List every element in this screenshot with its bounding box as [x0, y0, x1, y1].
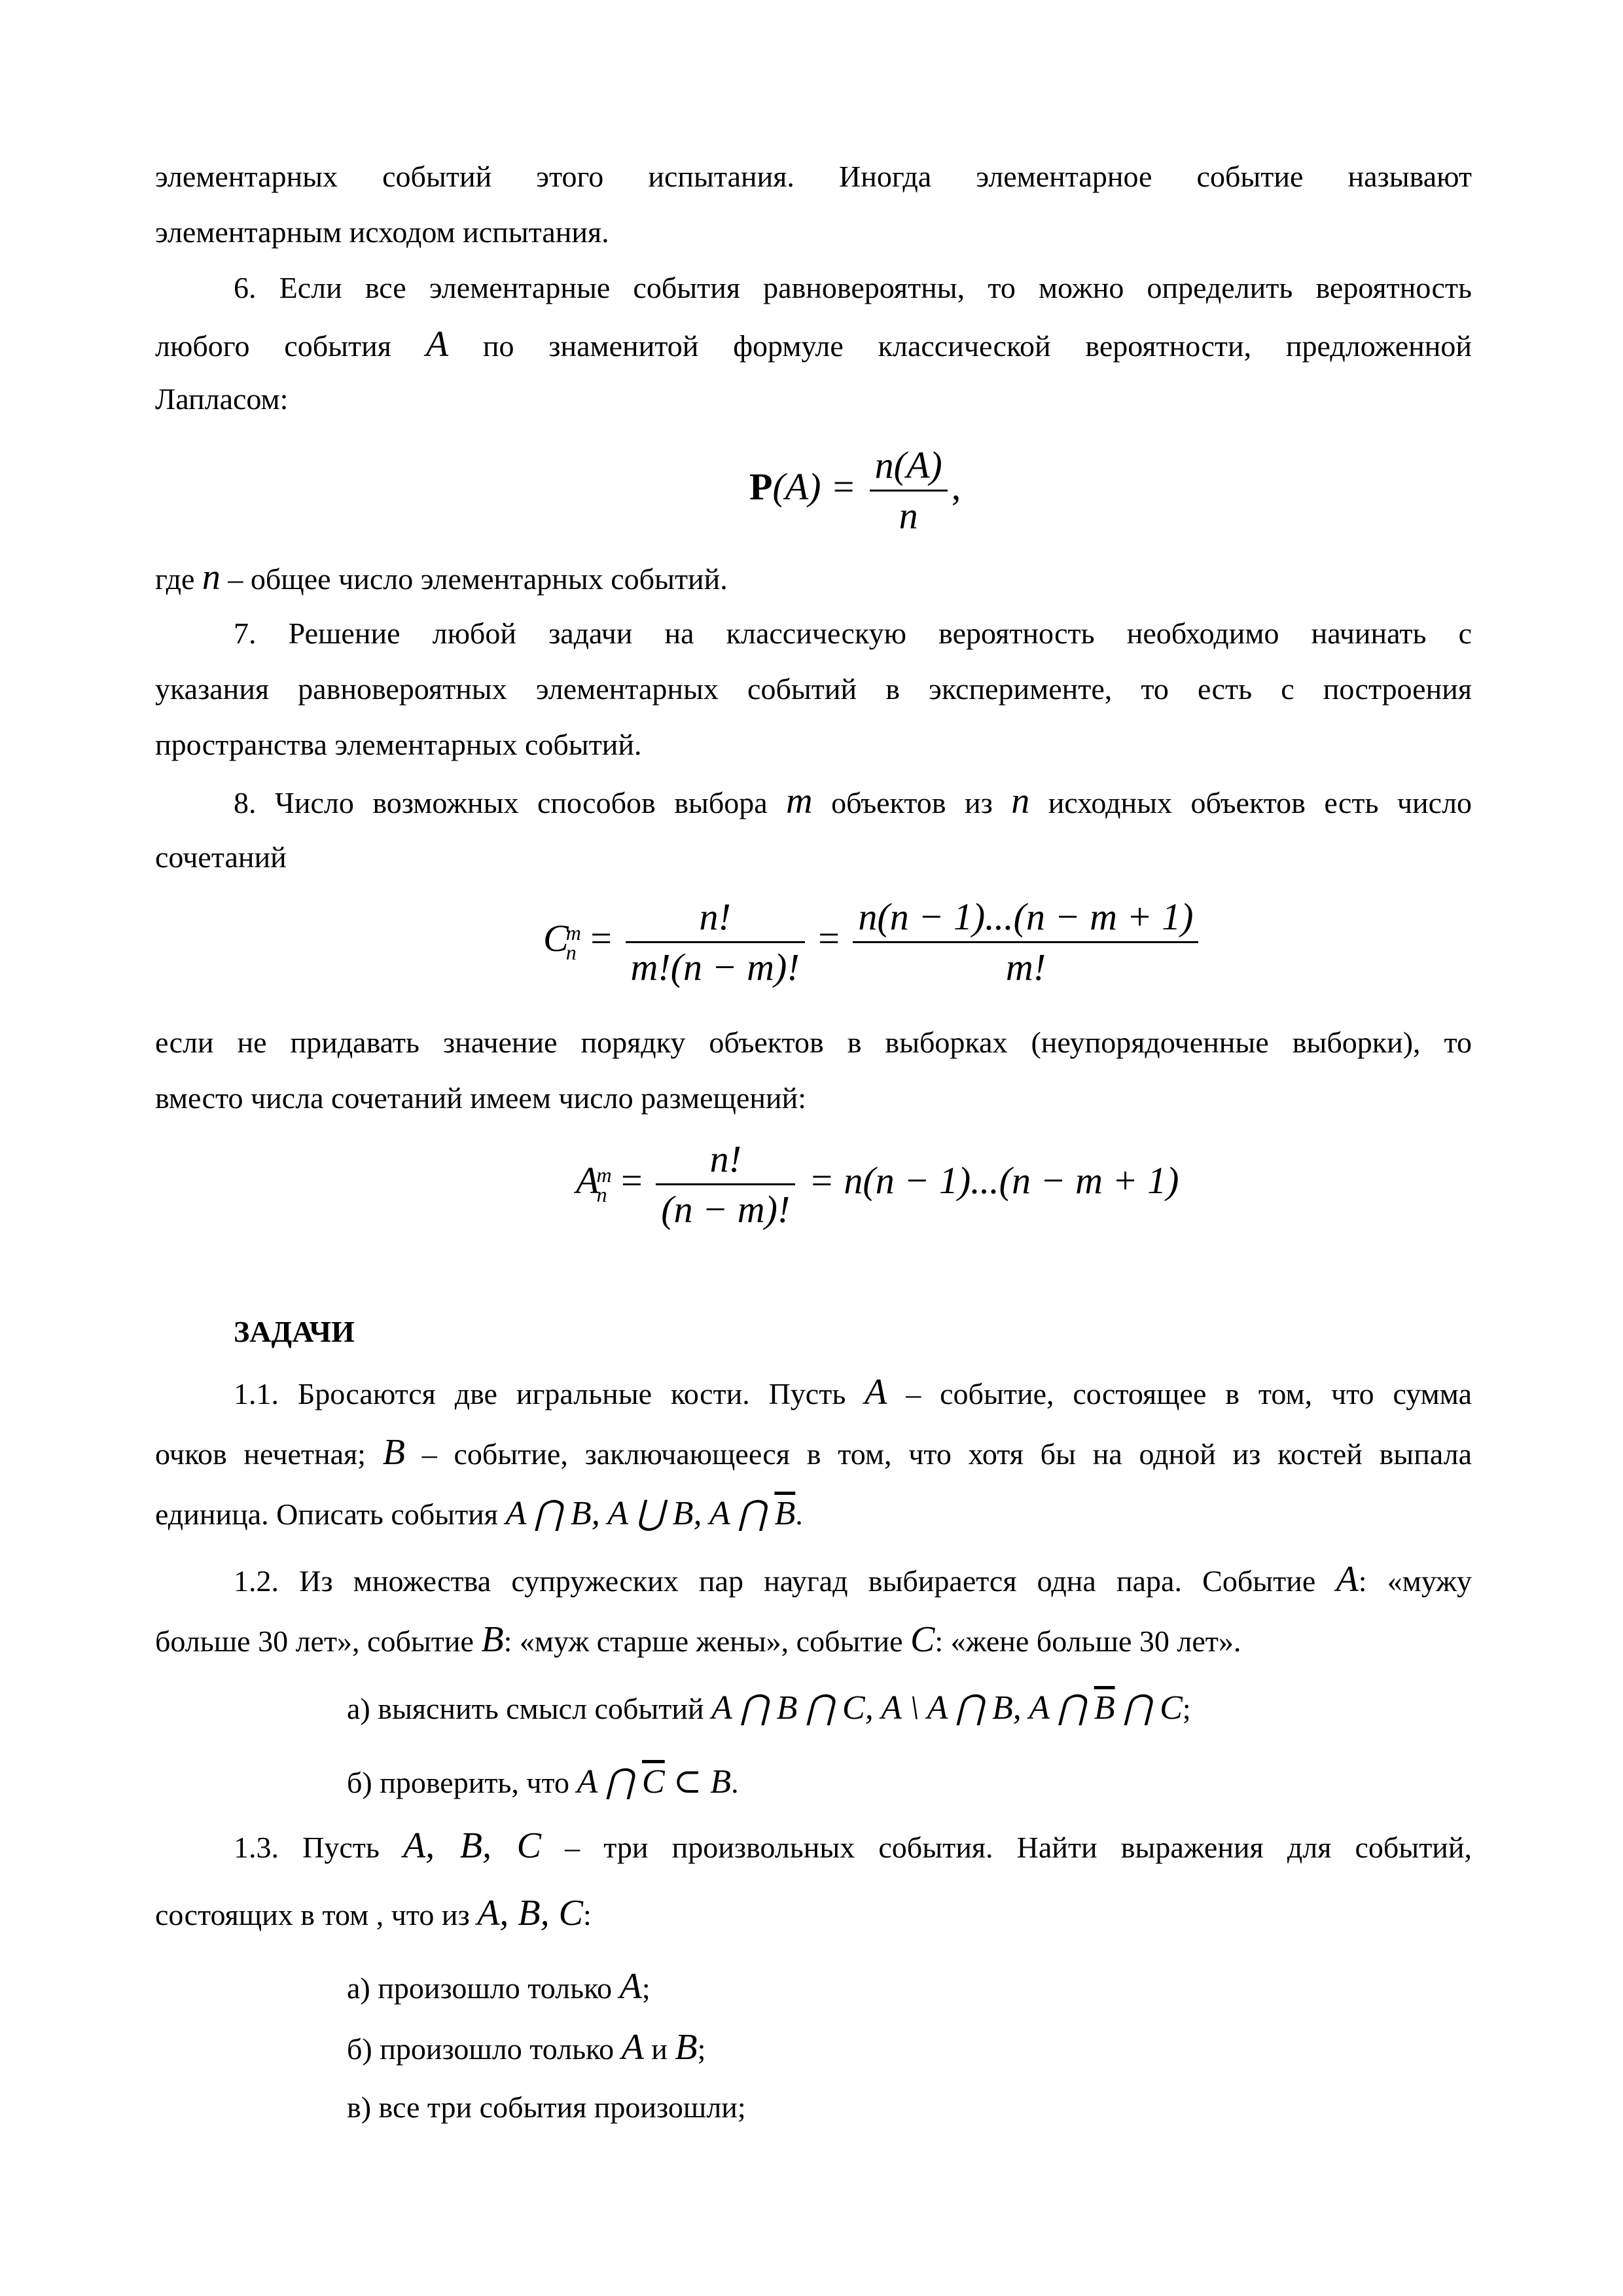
text-span: а) выяснить смысл событий: [347, 1692, 704, 1725]
text-span: – общее число элементарных событий.: [228, 562, 728, 596]
math-expression: A ⋃ B,: [607, 1495, 702, 1532]
formula-fraction: [656, 1138, 795, 1231]
fraction-numerator: n!: [709, 1138, 741, 1180]
text-line: сочетаний: [155, 840, 287, 874]
text-span: :: [582, 1898, 592, 1931]
formula-tail: ,: [951, 465, 961, 508]
arrangements-formula: [576, 1138, 1179, 1231]
section-heading: ЗАДАЧИ: [234, 1315, 355, 1348]
text-span: 1.2. Из множества супружеских пар наугад выбирается одна пара. Событие: [234, 1564, 1316, 1598]
formula-sub: n: [565, 940, 577, 964]
math-variable: B: [382, 1432, 405, 1473]
list-item: [347, 1689, 1623, 1729]
fraction-denominator: (n − m)!: [656, 1183, 795, 1231]
text-line: [155, 1893, 1472, 1935]
text-span: исходных объектов есть число: [1048, 786, 1472, 819]
math-variable: A: [425, 324, 448, 365]
text-line: Лапласом:: [155, 382, 289, 416]
text-span: б) произошло только: [347, 2032, 615, 2066]
text-span: ;: [697, 2032, 706, 2066]
math-expression: A ⋂ B ⋂ C,: [711, 1689, 874, 1727]
text-line: [155, 1433, 1472, 1474]
text-span: ;: [641, 1971, 651, 2005]
text-line: 6. Если все элементарные события равновероятны, то можно определить вероятность: [234, 271, 1472, 304]
text-span: .: [731, 1766, 739, 1799]
math-complement: $\overline{B}$: [774, 1495, 796, 1532]
formula-lhs: (A) =: [772, 465, 857, 508]
text-span: и: [651, 2032, 668, 2066]
text-span: единица. Описать события: [155, 1498, 498, 1531]
text-line: указания равновероятных элементарных событий в эксперименте, то есть с построения: [155, 672, 1472, 706]
math-complement: $\overline{C}$: [642, 1763, 665, 1801]
text-span: больше 30 лет», событие: [155, 1624, 474, 1658]
text-span: состоящих в том , что из: [155, 1898, 470, 1931]
math-variable: n: [202, 557, 221, 598]
text-span: а) произошло только: [347, 1971, 613, 2005]
formula-p: P: [749, 465, 773, 508]
math-expression: [709, 1495, 795, 1532]
text-line: [155, 558, 1472, 599]
math-expression: A, B, C: [477, 1893, 583, 1933]
list-item: [347, 1967, 1623, 2008]
fraction-numerator: n(A): [874, 444, 942, 486]
math-part: ⊂ B: [673, 1763, 732, 1801]
formula-eq: =: [590, 916, 613, 960]
fraction-denominator: m!(n − m)!: [626, 941, 805, 989]
math-variable: B: [481, 1619, 504, 1660]
text-line: [155, 1620, 1472, 1661]
formula-sup: m: [565, 920, 581, 944]
text-span: любого события: [155, 329, 391, 363]
fraction-denominator: n: [870, 490, 948, 537]
formula-indices: [596, 1162, 612, 1206]
math-variable: B: [675, 2027, 698, 2068]
formula-eq: =: [621, 1158, 643, 1202]
text-line: пространства элементарных событий.: [155, 728, 642, 761]
text-line: элементарным исходом испытания.: [155, 215, 609, 249]
text-span: : «муж старше жены», событие: [503, 1624, 903, 1658]
math-expression: A ⋂ B,: [505, 1495, 600, 1532]
laplace-formula: [749, 444, 961, 537]
text-span: где: [155, 562, 195, 596]
math-expression: [577, 1763, 732, 1801]
formula-fraction: [870, 444, 948, 537]
text-span: – событие, заключающееся в том, что хотя бы на одной из костей выпала: [421, 1437, 1472, 1471]
text-span: б) проверить, что: [347, 1766, 570, 1799]
text-span: .: [795, 1498, 803, 1531]
math-expression: A, B, C: [402, 1825, 541, 1866]
formula-indices: [565, 920, 581, 964]
math-variable: m: [786, 781, 813, 821]
math-variable: n: [1011, 781, 1030, 821]
combinations-formula: [543, 895, 1202, 989]
fraction-numerator: n(n − 1)...(n − m + 1): [858, 895, 1194, 938]
text-line: вместо числа сочетаний имеем число размещений:: [155, 1081, 806, 1115]
math-expression: [1029, 1689, 1183, 1727]
text-line: 7. Решение любой задачи на классическую вероятность необходимо начинать с: [234, 617, 1472, 650]
text-span: – событие, состоящее в том, что сумма: [906, 1377, 1472, 1410]
text-line: [155, 325, 1472, 366]
formula-sup: m: [596, 1162, 612, 1187]
text-line: элементарных событий этого испытания. Иногда элементарное событие называют: [155, 160, 1472, 193]
text-span: по знаменитой формуле классической вероятности, предложенной: [482, 329, 1472, 363]
text-span: очков нечетная;: [155, 1437, 366, 1471]
text-line: [234, 1372, 1472, 1414]
math-part: A ⋂: [709, 1495, 766, 1532]
text-span: : «мужу: [1358, 1564, 1472, 1598]
text-line: [234, 1826, 1472, 1867]
text-span: – три произвольных события. Найти выражения для событий,: [565, 1831, 1472, 1864]
formula-sub: n: [596, 1182, 607, 1206]
text-span: : «жене больше 30 лет».: [935, 1624, 1241, 1658]
formula-fraction: [853, 895, 1198, 989]
text-span: 8. Число возможных способов выбора: [234, 786, 768, 819]
math-part: A ⋂: [577, 1763, 634, 1801]
text-line: если не придавать значение порядку объектов в выборках (неупорядоченные выборки), то: [155, 1026, 1472, 1059]
list-item: [347, 2028, 1623, 2069]
formula-symbol: A: [576, 1158, 599, 1202]
math-part: A ⋂: [1029, 1689, 1086, 1727]
list-item: в) все три события произошли;: [347, 2090, 746, 2124]
text-span: ;: [1182, 1692, 1191, 1725]
fraction-numerator: n!: [699, 895, 731, 938]
math-variable: A: [619, 1966, 642, 2007]
text-line: [234, 1560, 1472, 1601]
math-expression: A \ A ⋂ B,: [881, 1689, 1022, 1727]
math-variable: A: [621, 2027, 644, 2068]
formula-rhs: = n(n − 1)...(n − m + 1): [808, 1158, 1179, 1202]
text-span: 1.1. Бросаются две игральные кости. Пусть: [234, 1377, 846, 1410]
text-span: объектов из: [831, 786, 993, 819]
text-span: 1.3. Пусть: [234, 1831, 380, 1864]
math-variable: A: [1336, 1559, 1359, 1600]
formula-eq: =: [818, 916, 840, 960]
text-line: [155, 1494, 1472, 1534]
list-item: [347, 1763, 1623, 1803]
fraction-denominator: m!: [853, 941, 1198, 989]
math-part: ⋂ C: [1123, 1689, 1183, 1727]
text-line: [234, 781, 1472, 823]
math-variable: A: [865, 1372, 887, 1412]
formula-symbol: C: [543, 916, 569, 960]
math-complement: $\overline{B}$: [1094, 1689, 1115, 1727]
formula-fraction: [626, 895, 805, 989]
math-variable: C: [910, 1619, 935, 1660]
